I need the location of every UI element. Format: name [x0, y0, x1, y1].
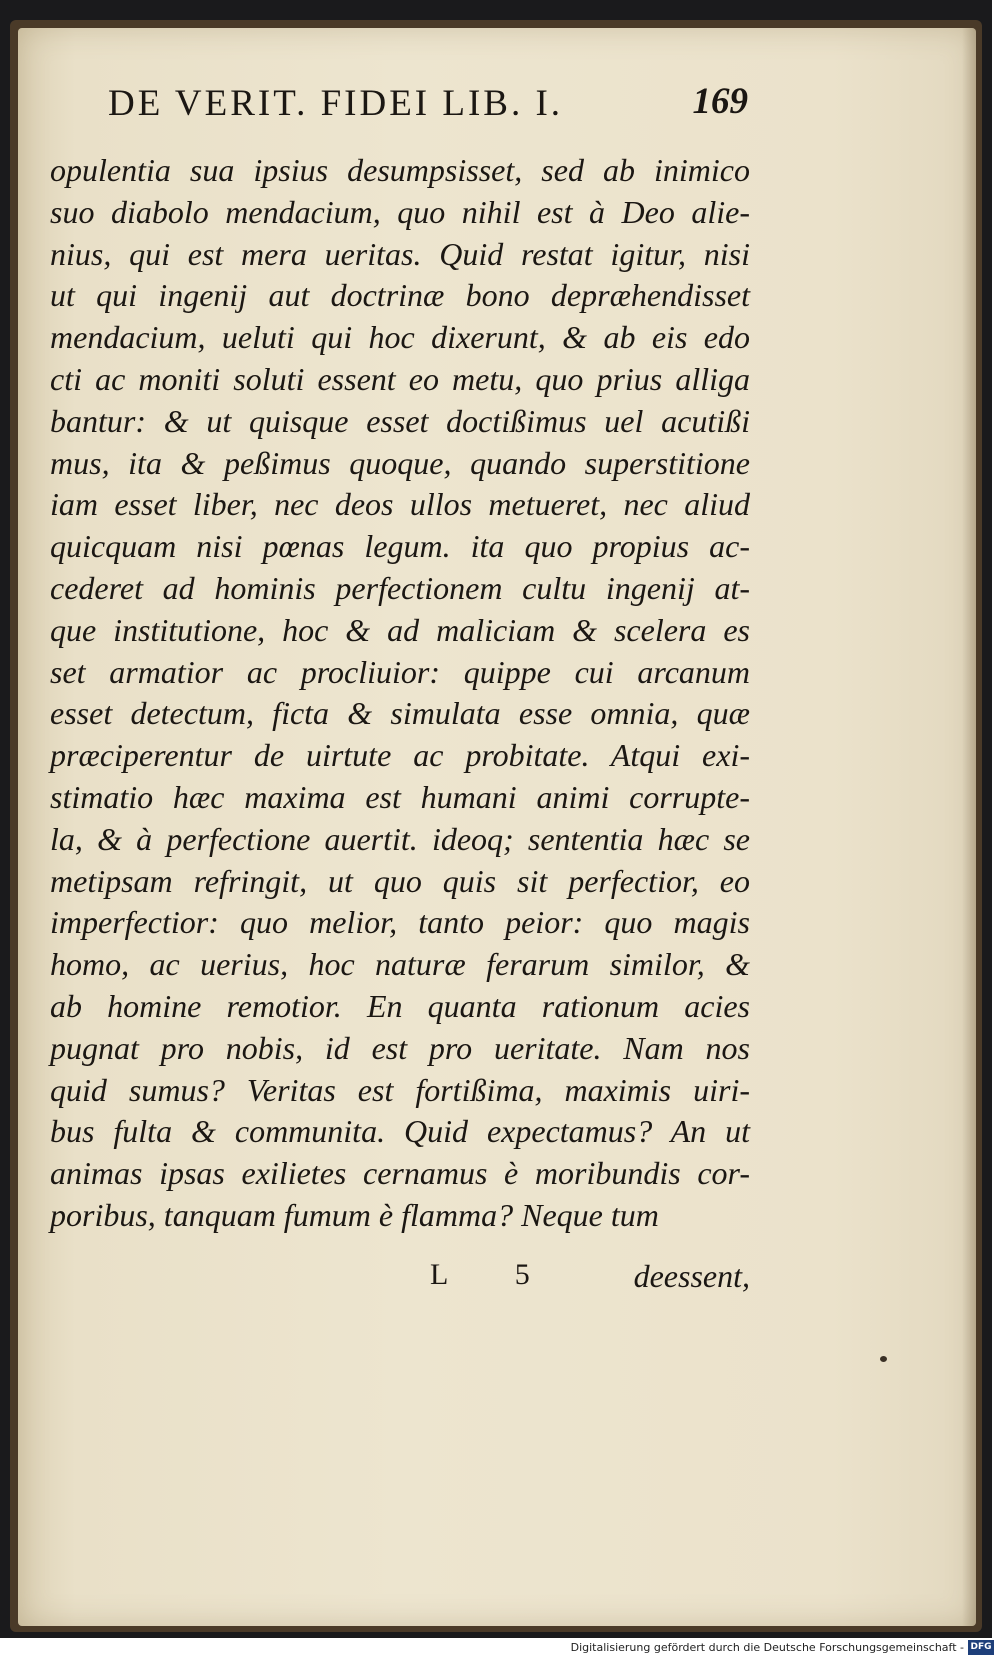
dfg-logo: DFG	[968, 1640, 994, 1655]
catchword: deessent,	[633, 1258, 750, 1294]
text-line: nius, qui est mera ueritas. Quid restat igitur, nisi	[50, 235, 750, 272]
text-line: præciperentur de uirtute ac probitate. Atqui exi-	[50, 737, 750, 774]
text-line: bus fulta & communita. Quid expectamus? An ut	[50, 1113, 750, 1150]
text-line: bantur: & ut quisque esset doctißimus uel acutißi	[50, 402, 750, 439]
text-line: iam esset liber, nec deos ullos metueret, nec aliud	[50, 486, 750, 523]
text-line: suo diabolo mendacium, quo nihil est à Deo alie-	[50, 193, 750, 230]
text-line: quicquam nisi pœnas legum. ita quo propius ac-	[50, 528, 750, 565]
text-line: quid sumus? Veritas est fortißima, maximis uiri-	[50, 1071, 750, 1108]
text-line: imperfectior: quo melior, tanto peior: quo magis	[50, 904, 750, 941]
text-line: metipsam refringit, ut quo quis sit perfectior, eo	[50, 862, 750, 899]
text-line: ut qui ingenij aut doctrinæ bono depræhendisset	[50, 277, 750, 314]
text-line: que institutione, hoc & ad maliciam & scelera es	[50, 611, 750, 648]
text-line: esset detectum, ficta & simulata esse omnia, quæ	[50, 695, 750, 732]
text-line: cederet ad hominis perfectionem cultu ingenij at-	[50, 569, 750, 606]
page-footer	[430, 1258, 750, 1302]
text-line: mendacium, ueluti qui hoc dixerunt, & ab eis edo	[50, 319, 750, 356]
text-line: animas ipsas exilietes cernamus è moribundis cor-	[50, 1155, 750, 1192]
page-header	[88, 78, 748, 128]
text-line: cti ac moniti soluti essent eo metu, quo prius alliga	[50, 360, 750, 397]
text-line: mus, ita & peßimus quoque, quando superstitione	[50, 444, 750, 481]
signature-mark: L 5	[430, 1258, 560, 1291]
ink-speck	[880, 1356, 887, 1362]
running-title: DE VERIT. FIDEI LIB. I.	[108, 83, 564, 124]
text-line: homo, ac uerius, hoc naturæ ferarum similor, &	[50, 946, 750, 983]
text-line: poribus, tanquam fumum è flamma? Neque tum	[50, 1196, 659, 1233]
text-line: opulentia sua ipsius desumpsisset, sed ab inimico	[50, 152, 750, 188]
text-line: stimatio hæc maxima est humani animi corrupte-	[50, 778, 750, 815]
text-line: ab homine remotior. En quanta rationum acies	[50, 987, 750, 1024]
digitization-credit: Digitalisierung gefördert durch die Deutsche Forschungsgemeinschaft -	[570, 1641, 964, 1654]
text-line: pugnat pro nobis, id est pro ueritate. Nam nos	[50, 1029, 750, 1066]
body-text	[50, 150, 750, 1237]
text-line: la, & à perfectione auertit. ideoq; sententia hæc se	[50, 820, 750, 857]
page-number: 169	[692, 81, 748, 122]
text-line: set armatior ac procliuior: quippe cui arcanum	[50, 653, 750, 690]
page-fore-edge-shadow	[962, 28, 976, 1626]
